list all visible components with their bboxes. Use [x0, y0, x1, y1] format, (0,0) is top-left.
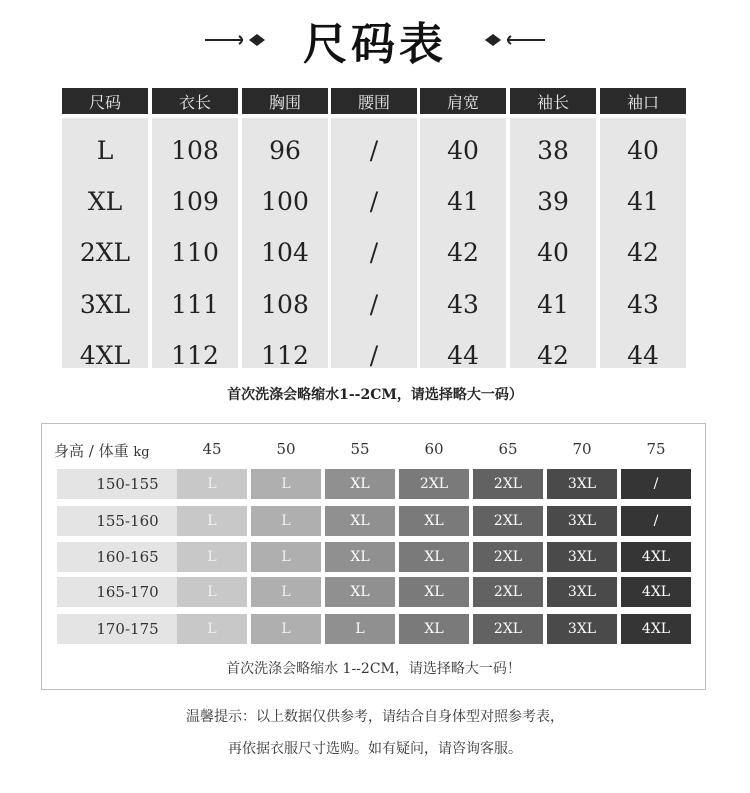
size-recommendation-cell: XL — [325, 469, 395, 499]
size-table-column — [510, 118, 596, 368]
size-table-cell: 42 — [447, 237, 479, 267]
size-table-cell: 43 — [627, 289, 659, 319]
size-table-cell: / — [369, 186, 379, 216]
size-recommendation-cell: 3XL — [547, 614, 617, 644]
weight-header: 50 — [276, 440, 296, 458]
corner-unit: kg — [133, 445, 150, 460]
weight-header: 60 — [424, 440, 444, 458]
size-recommendation-cell: L — [251, 614, 321, 644]
size-table-cell: 108 — [261, 289, 309, 319]
size-table-cell: 44 — [627, 340, 659, 370]
size-table-header-cell: 尺码 — [62, 88, 148, 114]
size-table-header — [62, 88, 690, 114]
size-recommendation-cell: 3XL — [547, 469, 617, 499]
size-table-cell: 43 — [447, 289, 479, 319]
size-recommendation-cell: L — [251, 542, 321, 572]
size-recommendation-cell: / — [621, 469, 691, 499]
size-table-cell: 40 — [447, 135, 479, 165]
size-table-cell: 41 — [537, 289, 569, 319]
size-table-column — [152, 118, 238, 368]
size-recommendation-cell: 3XL — [547, 542, 617, 572]
size-table-header-cell: 衣长 — [152, 88, 238, 114]
size-recommendation-cell: 2XL — [473, 469, 543, 499]
size-table-cell: 38 — [537, 135, 569, 165]
size-table-cell: L — [96, 135, 114, 165]
size-table-header-cell: 腰围 — [331, 88, 417, 114]
size-table-cell: 42 — [627, 237, 659, 267]
size-table-cell: / — [369, 340, 379, 370]
size-recommendation-cell: XL — [325, 506, 395, 536]
size-table-cell: 44 — [447, 340, 479, 370]
height-range-cell: 165-170 — [57, 577, 198, 607]
size-recommendation-cell: L — [251, 506, 321, 536]
tip-line-2: 再依据衣服尺寸选购。如有疑问，请咨询客服。 — [228, 741, 522, 757]
ornament-right-icon — [483, 30, 547, 50]
size-table-cell: 104 — [261, 237, 309, 267]
size-table-cell: / — [369, 237, 379, 267]
size-recommendation-cell: 4XL — [621, 614, 691, 644]
size-table-cell: 112 — [171, 340, 219, 370]
size-table-cell: 2XL — [79, 237, 131, 267]
size-recommendation-cell: XL — [325, 577, 395, 607]
weight-header: 65 — [498, 440, 518, 458]
size-table-cell: 39 — [537, 186, 569, 216]
size-table-cell: XL — [87, 186, 123, 216]
size-recommendation-cell: 3XL — [547, 577, 617, 607]
size-table-cell: 3XL — [79, 289, 131, 319]
size-table-cell: 42 — [537, 340, 569, 370]
size-table-cell: 41 — [627, 186, 659, 216]
size-table-cell: 4XL — [79, 340, 131, 370]
weight-header: 75 — [646, 440, 666, 458]
size-recommendation-cell: L — [177, 469, 247, 499]
fit-table-corner — [54, 440, 150, 461]
size-recommendation-cell: L — [177, 542, 247, 572]
size-recommendation-cell: L — [177, 577, 247, 607]
size-table-cell: 110 — [171, 237, 219, 267]
size-recommendation-cell: 2XL — [473, 506, 543, 536]
size-recommendation-cell: XL — [399, 506, 469, 536]
corner-label: 身高 / 体重 — [54, 442, 129, 460]
tip-line-1: 温馨提示：以上数据仅供参考，请结合自身体型对照参考表， — [186, 709, 564, 725]
fit-table — [41, 423, 706, 690]
height-range-cell: 150-155 — [57, 469, 198, 499]
size-recommendation-cell: L — [325, 614, 395, 644]
height-range-cell: 155-160 — [57, 506, 198, 536]
weight-header: 70 — [572, 440, 592, 458]
size-recommendation-cell: L — [177, 614, 247, 644]
size-table-column — [331, 118, 417, 368]
size-recommendation-cell: XL — [399, 577, 469, 607]
size-recommendation-cell: 2XL — [399, 469, 469, 499]
size-table-column — [62, 118, 148, 368]
height-range-cell: 170-175 — [57, 614, 198, 644]
size-recommendation-cell: 2XL — [473, 577, 543, 607]
size-table-cell: 112 — [261, 340, 309, 370]
size-table-cell: 41 — [447, 186, 479, 216]
size-table-cell: 109 — [171, 186, 219, 216]
size-table-cell: 111 — [171, 289, 219, 319]
size-table-column — [600, 118, 686, 368]
size-table-note: 首次洗涤会略缩水1--2CM，请选择略大一码） — [227, 387, 523, 403]
weight-header: 55 — [350, 440, 370, 458]
size-recommendation-cell: L — [251, 469, 321, 499]
size-table — [62, 88, 690, 368]
ornament-left-icon — [203, 30, 267, 50]
weight-header: 45 — [202, 440, 222, 458]
fit-table-note: 首次洗涤会略缩水 1--2CM，请选择略大一码！ — [226, 661, 521, 677]
size-table-column — [242, 118, 328, 368]
size-recommendation-cell: 3XL — [547, 506, 617, 536]
height-range-cell: 160-165 — [57, 542, 198, 572]
size-table-cell: 96 — [269, 135, 301, 165]
size-table-cell: / — [369, 289, 379, 319]
size-recommendation-cell: / — [621, 506, 691, 536]
size-table-header-cell: 袖口 — [600, 88, 686, 114]
size-table-column — [420, 118, 506, 368]
size-recommendation-cell: XL — [399, 614, 469, 644]
page-title: 尺码表 — [303, 19, 447, 70]
size-table-header-cell: 胸围 — [242, 88, 328, 114]
size-recommendation-cell: 4XL — [621, 577, 691, 607]
size-recommendation-cell: 2XL — [473, 614, 543, 644]
size-recommendation-cell: XL — [399, 542, 469, 572]
size-recommendation-cell: 2XL — [473, 542, 543, 572]
size-table-header-cell: 袖长 — [510, 88, 596, 114]
size-table-header-cell: 肩宽 — [420, 88, 506, 114]
size-table-cell: 100 — [261, 186, 309, 216]
size-table-cell: / — [369, 135, 379, 165]
title-row — [0, 10, 750, 70]
size-table-cell: 40 — [627, 135, 659, 165]
size-recommendation-cell: 4XL — [621, 542, 691, 572]
size-recommendation-cell: L — [251, 577, 321, 607]
size-recommendation-cell: L — [177, 506, 247, 536]
size-table-cell: 108 — [171, 135, 219, 165]
size-recommendation-cell: XL — [325, 542, 395, 572]
size-table-cell: 40 — [537, 237, 569, 267]
